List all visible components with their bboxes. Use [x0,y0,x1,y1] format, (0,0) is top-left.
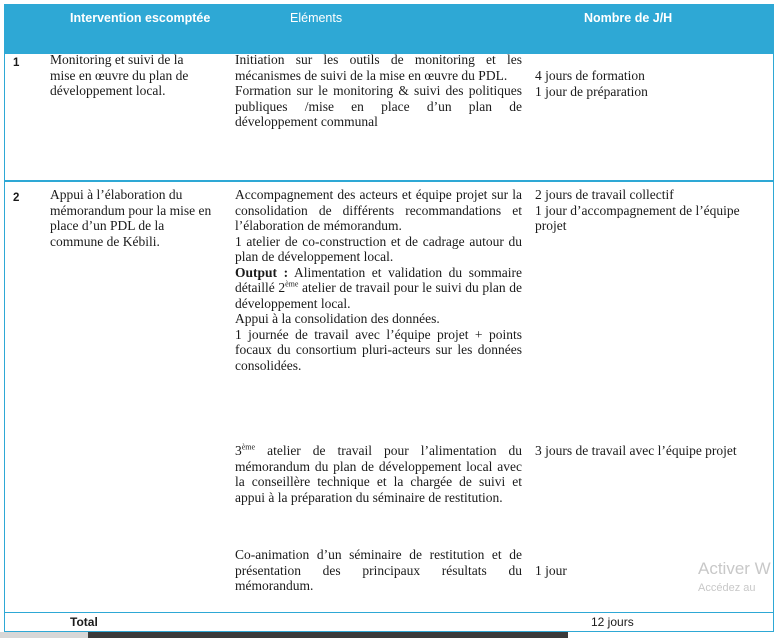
header-intervention: Intervention escomptée [70,11,211,25]
elements-paragraph: Formation sur le monitoring & suivi des politiques publiques /mise en place d’un plan de développement communal [235,83,522,129]
row-number: 1 [13,57,20,69]
days-line: 2 jours de travail collectif [535,187,674,202]
days-line: 3 jours de travail avec l’équipe projet [535,443,737,458]
third-text: atelier de travail pour l’alimentation du mémorandum du plan de développement local avec la conseillère technique et la chargée de suivi et appui à la préparation du séminaire de restitution. [235,443,522,505]
days-cell [535,187,770,234]
activation-watermark-subtitle: Accédez au [698,582,756,594]
output-label: Output : [235,264,289,280]
elements-paragraph: Accompagnement des acteurs et équipe projet sur la consolidation de différents recommandations et l’élaboration de mémorandum. [235,187,522,233]
header-elements: Eléments [290,11,343,25]
total-label: Total [70,615,98,629]
days-line: 4 jours de formation [535,68,645,83]
total-row [4,612,774,632]
scrollbar-track[interactable] [0,632,88,638]
elements-paragraph: 1 journée de travail avec l’équipe projet + points focaux du consortium pluri-acteurs sur les données consolidées. [235,326,522,373]
third-prefix: 3 [235,443,242,458]
elements-paragraph: Initiation sur les outils de monitoring et les mécanismes de suivi de la mise en œuvre du PDL. [235,52,522,83]
row-number: 2 [13,192,20,204]
header-days: Nombre de J/H [584,11,673,25]
elements-cell [235,187,522,373]
output-text: Alimentation et validation du sommaire détaillé 2 [235,264,522,295]
third-superscript: ème [241,442,256,452]
output-superscript: ème [285,279,299,289]
activation-watermark-title: Activer W [698,559,771,578]
days-line: 1 jour de préparation [535,83,648,99]
days-line: 1 jour [535,563,567,578]
days-cell [535,68,770,99]
scrollbar-thumb[interactable] [88,632,568,638]
elements-paragraph: 1 atelier de co-construction et de cadrage autour du plan de développement local. [235,233,522,264]
intervention-text: Monitoring et suivi de la mise en œuvre du plan de développement local. [50,52,189,98]
third-workshop-text [235,443,522,505]
elements-paragraph: Appui à la consolidation des données. [235,311,440,326]
output-text: atelier de travail pour le suivi du plan de développement local. [235,280,522,311]
days-line: 1 jour d’accompagnement de l’équipe projet [535,202,740,233]
elements-cell [235,52,522,130]
intervention-text: Appui à l’élaboration du mémorandum pour la mise en place d’un PDL de la commune de Kébili. [50,187,212,249]
total-value: 12 jours [591,615,634,629]
coanimation-text: Co-animation d’un séminaire de restitution et de présentation des principaux résultats du mémorandum. [235,547,522,593]
output-paragraph [235,265,522,312]
